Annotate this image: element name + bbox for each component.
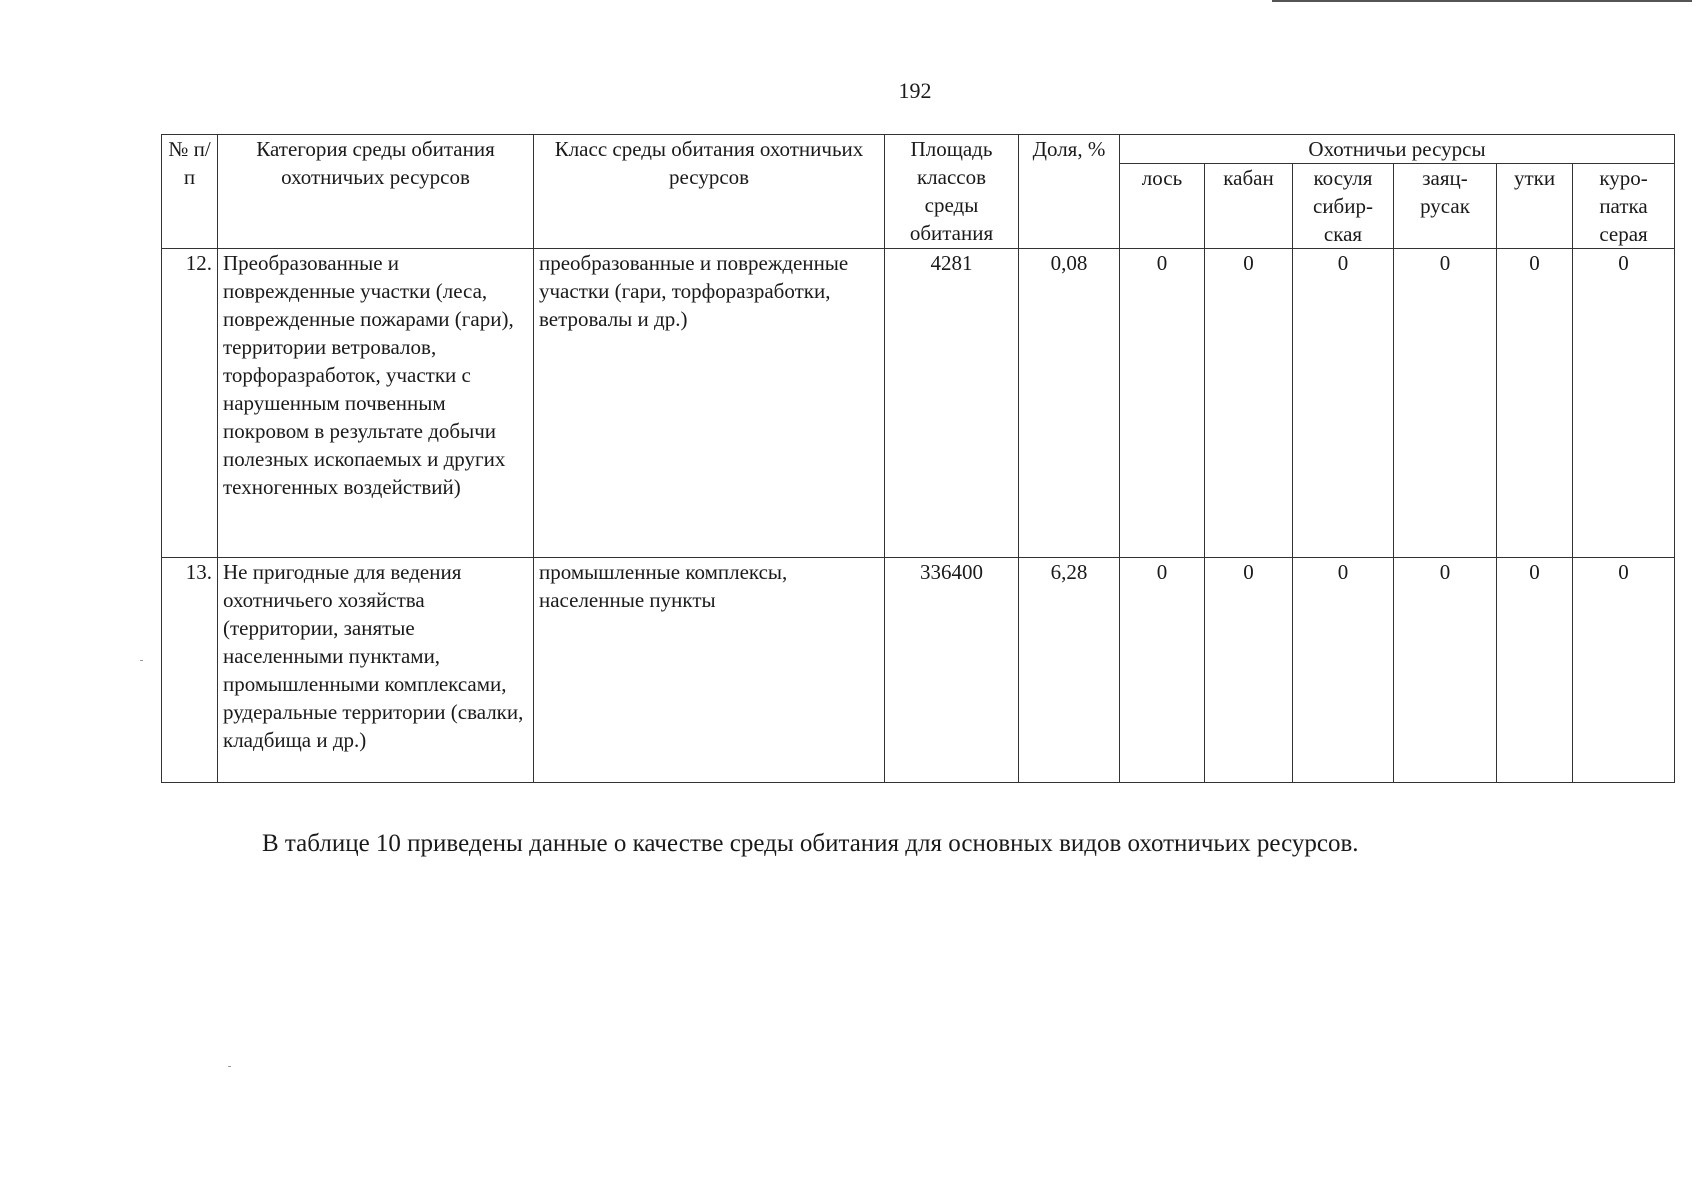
row-value-hare: 0 [1394, 249, 1497, 558]
header-species-hare: заяц-русак [1394, 164, 1497, 249]
header-species-roe-deer: косуля сибир-ская [1293, 164, 1394, 249]
header-hunting-resources: Охотничьи ресурсы [1120, 135, 1675, 164]
row-value-roe-deer: 0 [1293, 249, 1394, 558]
header-share: Доля, % [1019, 135, 1120, 249]
header-species-partridge: куро-патка серая [1573, 164, 1675, 249]
table-reference-paragraph: В таблице 10 приведены данные о качестве среды обитания для основных видов охотничьих ресурсов. [262, 830, 1359, 857]
scan-speck [140, 660, 143, 661]
header-num: № п/п [162, 135, 218, 249]
row-category: Преобразованные и поврежденные участки (леса, поврежденные пожарами (гари), территории ветровалов, торфоразработок, участки с нарушенным почвенным покровом в результате добычи полезных ископаемых и других техногенных воздействий) [218, 249, 534, 558]
scan-speck [228, 1066, 231, 1067]
row-value-boar: 0 [1205, 558, 1293, 783]
row-class: преобразованные и поврежденные участки (гари, торфоразработки, ветровалы и др.) [534, 249, 885, 558]
row-share: 6,28 [1019, 558, 1120, 783]
row-value-partridge: 0 [1573, 558, 1675, 783]
row-area: 4281 [885, 249, 1019, 558]
row-class: промышленные комплексы, населенные пункты [534, 558, 885, 783]
row-number: 12. [162, 249, 218, 558]
header-species-boar: кабан [1205, 164, 1293, 249]
row-value-partridge: 0 [1573, 249, 1675, 558]
row-value-boar: 0 [1205, 249, 1293, 558]
row-value-ducks: 0 [1497, 558, 1573, 783]
habitat-classes-table [161, 134, 1675, 783]
row-area: 336400 [885, 558, 1019, 783]
row-value-moose: 0 [1120, 558, 1205, 783]
scan-edge-line [1272, 0, 1692, 2]
header-species-moose: лось [1120, 164, 1205, 249]
row-value-hare: 0 [1394, 558, 1497, 783]
table-row [162, 249, 1675, 558]
row-value-ducks: 0 [1497, 249, 1573, 558]
page-number: 192 [898, 78, 932, 103]
row-number: 13. [162, 558, 218, 783]
header-category: Категория среды обитания охотничьих ресурсов [218, 135, 534, 249]
header-class: Класс среды обитания охотничьих ресурсов [534, 135, 885, 249]
header-area: Площадь классов среды обитания [885, 135, 1019, 249]
row-share: 0,08 [1019, 249, 1120, 558]
table-row [162, 558, 1675, 783]
header-species-ducks: утки [1497, 164, 1573, 249]
row-value-moose: 0 [1120, 249, 1205, 558]
row-value-roe-deer: 0 [1293, 558, 1394, 783]
row-category: Не пригодные для ведения охотничьего хозяйства (территории, занятые населенными пунктами, промышленными комплексами, рудеральные территории (свалки, кладбища и др.) [218, 558, 534, 783]
